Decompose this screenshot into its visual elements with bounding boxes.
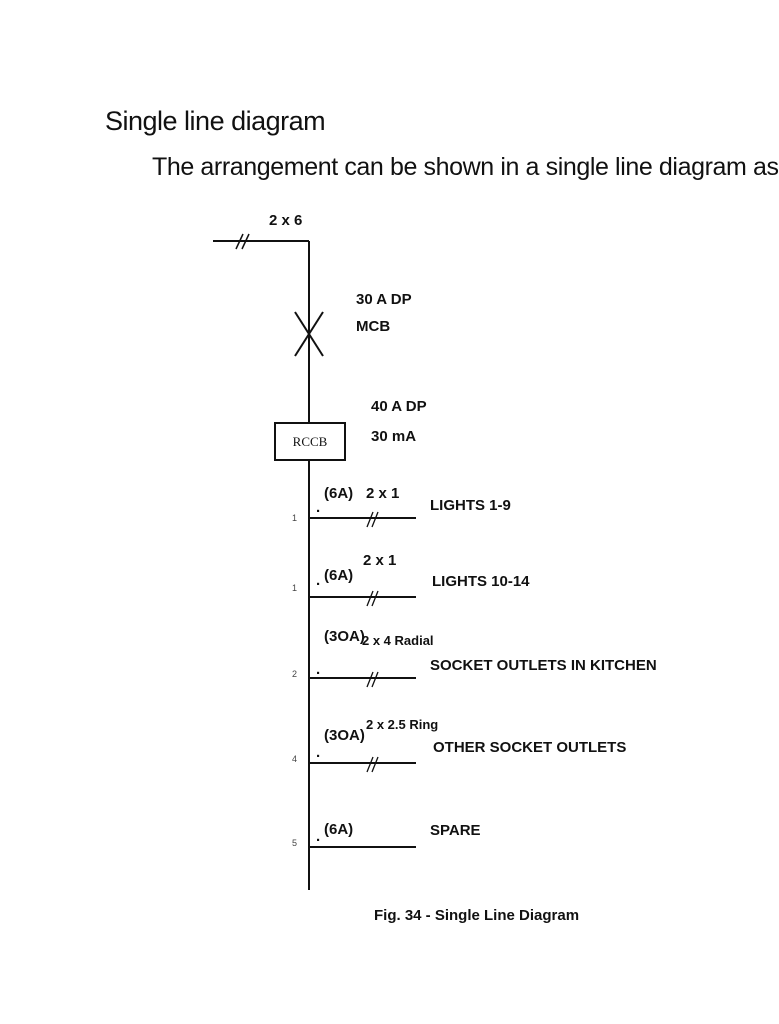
breaker-dot: .: [316, 499, 321, 516]
circuit-name: SPARE: [430, 822, 481, 839]
circuit-lights-1-9: [292, 485, 511, 527]
cable-tick-icon: [367, 672, 378, 687]
breaker-dot: .: [316, 744, 321, 761]
breaker-dot: .: [316, 828, 321, 845]
circuit-cable-size: 2 x 4 Radial: [362, 633, 434, 648]
circuit-cable-size: 2 x 1: [363, 552, 397, 569]
circuit-other-sockets: [292, 717, 626, 772]
mcb-type-label: MCB: [356, 318, 391, 335]
circuit-cable-size: 2 x 2.5 Ring: [366, 717, 439, 732]
mcb-rating-label: 30 A DP: [356, 291, 412, 308]
circuit-name: LIGHTS 1-9: [430, 497, 511, 514]
circuit-rating: (3OA): [324, 628, 365, 645]
circuit-name: OTHER SOCKET OUTLETS: [433, 739, 627, 756]
rccb-rating-label: 40 A DP: [371, 398, 427, 415]
circuit-number: 2: [292, 669, 298, 679]
circuit-rating: (6A): [324, 567, 354, 584]
circuit-rating: (3OA): [324, 727, 365, 744]
circuit-number: 4: [292, 754, 298, 764]
circuit-rating: (6A): [324, 821, 354, 838]
cable-tick-icon: [367, 512, 378, 527]
circuit-kitchen-sockets: [292, 628, 657, 687]
rccb-sensitivity-label: 30 mA: [371, 428, 417, 445]
cable-tick-icon: [367, 591, 378, 606]
breaker-dot: .: [316, 572, 321, 589]
supply-cable-label: 2 x 6: [269, 212, 303, 229]
section-heading: Single line diagram: [105, 106, 326, 136]
rccb-box-label: RCCB: [292, 434, 328, 449]
circuit-spare: [292, 821, 481, 848]
circuit-lights-10-14: [292, 552, 530, 606]
circuit-name: SOCKET OUTLETS IN KITCHEN: [430, 657, 657, 674]
circuit-name: LIGHTS 10-14: [432, 573, 530, 590]
breaker-dot: .: [316, 661, 321, 678]
figure-caption: Fig. 34 - Single Line Diagram: [374, 907, 580, 924]
circuit-number: 1: [292, 513, 298, 523]
intro-text: The arrangement can be shown in a single line diagram as: [152, 153, 779, 181]
circuit-rating: (6A): [324, 485, 354, 502]
cable-tick-icon: [367, 757, 378, 772]
circuit-number: 1: [292, 583, 298, 593]
circuit-cable-size: 2 x 1: [366, 485, 400, 502]
circuit-number: 5: [292, 838, 298, 848]
